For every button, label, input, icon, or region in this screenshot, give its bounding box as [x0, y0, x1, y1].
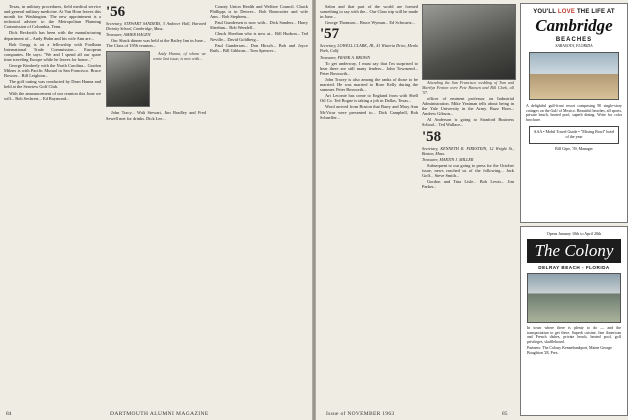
photo-caption: Attending the San Francisco wedding of Tom and Marilyn Fenton were Pete Hansen and Bill Clark, all '57.	[422, 80, 514, 95]
page-number-right: 85	[502, 411, 508, 417]
paragraph: George Kimberly with the North Carolina... Gordon Milnes is with Pacific Mutual in San Francisco. Bruce Bowser... Bill Leighton...	[4, 63, 101, 79]
class-treasurer: Treasurer, ASHER HAGEN	[106, 32, 151, 38]
paragraph: With the announcement of our reunion this June we will... Bob Sechrest... Ed Raymond...	[4, 90, 101, 101]
right-column-2	[422, 4, 514, 190]
left-column-3	[210, 4, 308, 54]
paragraph: Gordon and Tina Lisle... Bob Lewis... Jim Parker...	[422, 179, 514, 190]
page-number-left: 84	[6, 411, 12, 417]
class-heading-57: '57	[320, 26, 340, 43]
ad-brand-name: Cambridge	[535, 16, 613, 35]
ad-subbrand: BEACHES	[555, 37, 593, 43]
paragraph: Salon and that part of the world are formed something to say with the... Our Class trip will be made in June...	[320, 4, 418, 20]
ad-signature: Partners: The Colony Kennebunkport, Maine George Boughton '28, Pres.	[527, 345, 612, 356]
ad-body-text: In town where there is plenty to do — and the transportation to get there. Superb cuisine, fine American and French dishes, private beach, heated pool, golf privileges, shuffleboard.	[527, 326, 621, 344]
paragraph: Our Shack dinner was held at the Bailey Inn in June... The Class of 1956 reunion...	[106, 38, 206, 49]
paragraph: County Union Health and Welfare Council. Chuck Phillipps is in Denver... Bob Bonecutter and wife Ann... Bob Stephens...	[210, 4, 308, 20]
photo-caption: Andy Hanna, of whom we wrote last issue, is now with...	[153, 51, 206, 62]
paragraph: George Thomson... Bruce Wyman... Ed Schwartz...	[325, 20, 415, 26]
paragraph: The golf outing was conducted by Dean Hanna and held at the Seaview Golf Club.	[4, 79, 101, 90]
running-footer-left: DARTMOUTH ALUMNI MAGAZINE	[110, 411, 209, 417]
paragraph: Subsequent to our going to press for the October issue, news reached us of the following... Jack Goff... Steve Smith...	[422, 162, 514, 179]
paragraph: John Tracy... Walt Stewart, Jim Bradley and Fred Sewell met for drinks. Dick Lee...	[106, 110, 206, 121]
ad-headline: YOU'LL LOVE THE LIFE AT	[533, 9, 615, 15]
left-column-1	[4, 4, 101, 102]
running-footer-right: Issue of NOVEMBER 1963	[326, 411, 395, 417]
class-secretary: Secretary, KENNETH R. FIRESTEIN, 12 Wright St., Boston, Mass.	[422, 145, 514, 156]
ad-season-dates: Opens January 10th to April 20th	[546, 231, 602, 236]
class-heading-56: '56	[106, 4, 126, 20]
paragraph: officer of eminent professor on Industrial Administration. Mike Yeatman tells about being in the Yale University in the Army. Buzz Horn... Andrew Gibson...	[422, 96, 514, 117]
class-secretary: Secretary, STEWART SANDERS, 3 Andover Hall, Harvard Divinity School, Cambridge, Mass.	[106, 21, 206, 32]
ad-logo: The Colony	[527, 239, 621, 263]
paragraph: Chuck Sheehan who is now at... Bill Hudson... Ted Neville... David Goldberg...	[210, 31, 308, 42]
hotel-photo	[527, 273, 621, 323]
left-column-2	[106, 4, 206, 122]
paragraph: Al Anderson is going to Stanford Business School... Ted Wallace...	[422, 117, 514, 128]
class-treasurer: Treasurer, FRANK A. BROWN	[320, 54, 370, 60]
class-secretary: Secretary, LOWELL CLARK, JR., 41 Wisteria Drive, Menlo Park, Calif.	[320, 43, 418, 54]
ad-award-box: AAA • Mobil Travel Guide • "Mixing Bowl" hotel of the year	[529, 126, 619, 144]
ad-location: SARASOTA, FLORIDA	[555, 43, 593, 48]
cambridge-beaches-ad	[520, 3, 628, 223]
beach-photo	[529, 52, 619, 100]
paragraph: Art Leconte has come to England from with Shell Oil Co. Ted Bogne is taking a job in Dallas, Texas...	[320, 93, 418, 104]
colony-hotel-ad	[520, 226, 628, 416]
paragraph: To get underway, I must say that I'm surprised to hear there are still many leaders... John Townsend... Peter Bosworth...	[320, 60, 418, 76]
ad-signature: Bill Gipe, '39, Manager	[555, 145, 593, 151]
paragraph: Word arrived from Boston that Barry and Mary Ann McVicar were presented to... Dick Campbell, Bob Schaeffer...	[320, 104, 418, 120]
class-heading-58: '58	[422, 128, 442, 145]
paragraph: Paul Gundersen is now with... Dick Sanders... Harry Sheehan... Bob Wendell...	[210, 20, 308, 31]
ad-body-text: A delightful gulf-front resort comprising 90 single-story cottages on the Gulf of Mexico. Beautiful beaches, all sports, private beach, heated pool, superb dining. Write for color brochure.	[526, 104, 622, 122]
ad-location: DELRAY BEACH - FLORIDA	[538, 265, 610, 270]
right-column-1	[320, 4, 418, 121]
paragraph: John Tracey is also among the ranks of those to be married. He was married to Rose Kelly during the summer. Peter Bosworth...	[320, 76, 418, 93]
portrait-photo	[106, 51, 150, 107]
paragraph: Bob Gregg is on a fellowship with Fordham International Trade Commission... European companies. He says: "We and I spend all our spare time traveling Europe while he leaves for home..."	[4, 41, 101, 62]
paragraph: Texas, in military procedures, field medical service and general military medicine. At Van Horn leaves this month for Washington. The new appointment is a technical adviser to the Metropolitan Planning Commission of Columbia, Tenn.	[4, 4, 101, 30]
class-treasurer: Treasurer, MARTIN J. MILLER	[422, 156, 474, 162]
wedding-photo	[422, 4, 516, 80]
left-page	[0, 0, 312, 420]
paragraph: Dick Beckwith has been with the manufacturing department of... Andy Huhn and his wife Ann are...	[4, 30, 101, 41]
paragraph: Paul Gundersen... Don Hirsch... Bob and Joyce Ruth... Bill Gibbons... Tom Spencer...	[210, 42, 308, 53]
